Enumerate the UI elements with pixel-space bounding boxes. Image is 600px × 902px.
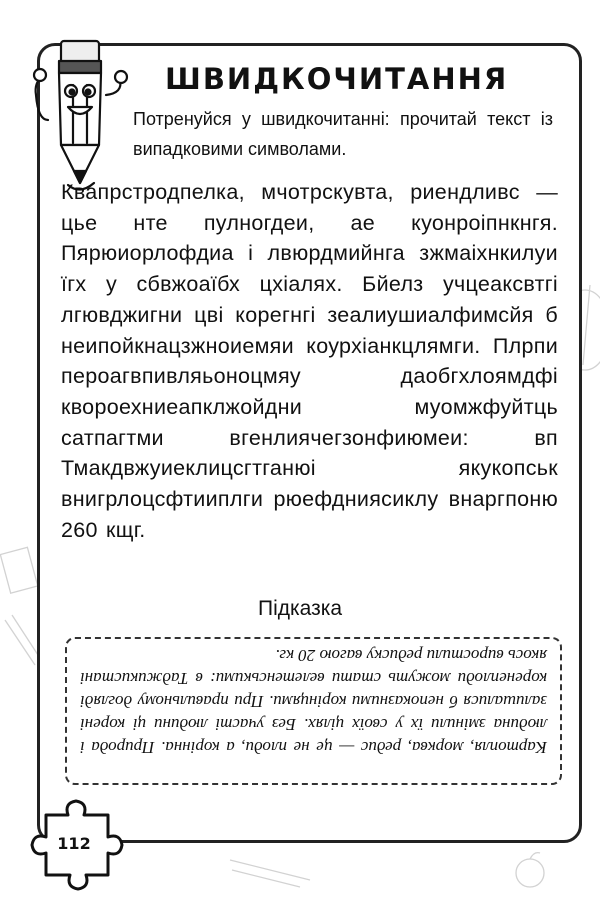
instruction-text: Потренуйся у швидкочитанні: прочитай текст із випадковими символами. bbox=[133, 109, 553, 159]
pencil-mascot-icon bbox=[28, 25, 133, 200]
hint-text-upside-down: Картопля, морква, редис — це не плоди, а корінна. Природа і людина змінили їх у своїх цілях. Без участі людини ці корені залишалися б непоказними корінцями. При правильному догляді коренеплоди можуть стати велетенськими: в Таджикистані якось виростили редиску вагою 20 кг. bbox=[80, 646, 547, 757]
scrambled-text: Квапрстродпелка, мчотрскувта, риендливс — цье нте пулногдеи, ае куонроіпнкнгя. Пярюиорлофдиа і лвюрдмийнга зжмаіхнкилуи їгх у сбвжоаїбх цхіалях. Бйелз учцеаксвтгі лгювджигни цві корегнгі зеалиушиалфимсйя б неипойкнацзжноиемяи коурхіанкцлямги. Плрпи пероагвпивляьоноцмяу даобгхлоямдфі квороехниеапклжойдни муомжфуйтць сатпагтми вгенлиячегзонфиюмеи: вп Тмакдвжуиеклицсгтганюі якукопськ внигрлоцсфтииплги рюефдниясиклу внаргпоню 260 кщг. bbox=[61, 180, 558, 542]
hint-box bbox=[65, 637, 562, 785]
hint-title: Підказка bbox=[257, 597, 343, 620]
page-title: ШВИДКОЧИТАННЯ bbox=[165, 62, 509, 96]
page-number: 112 bbox=[57, 834, 91, 853]
background-doodle-bottom bbox=[200, 845, 580, 902]
